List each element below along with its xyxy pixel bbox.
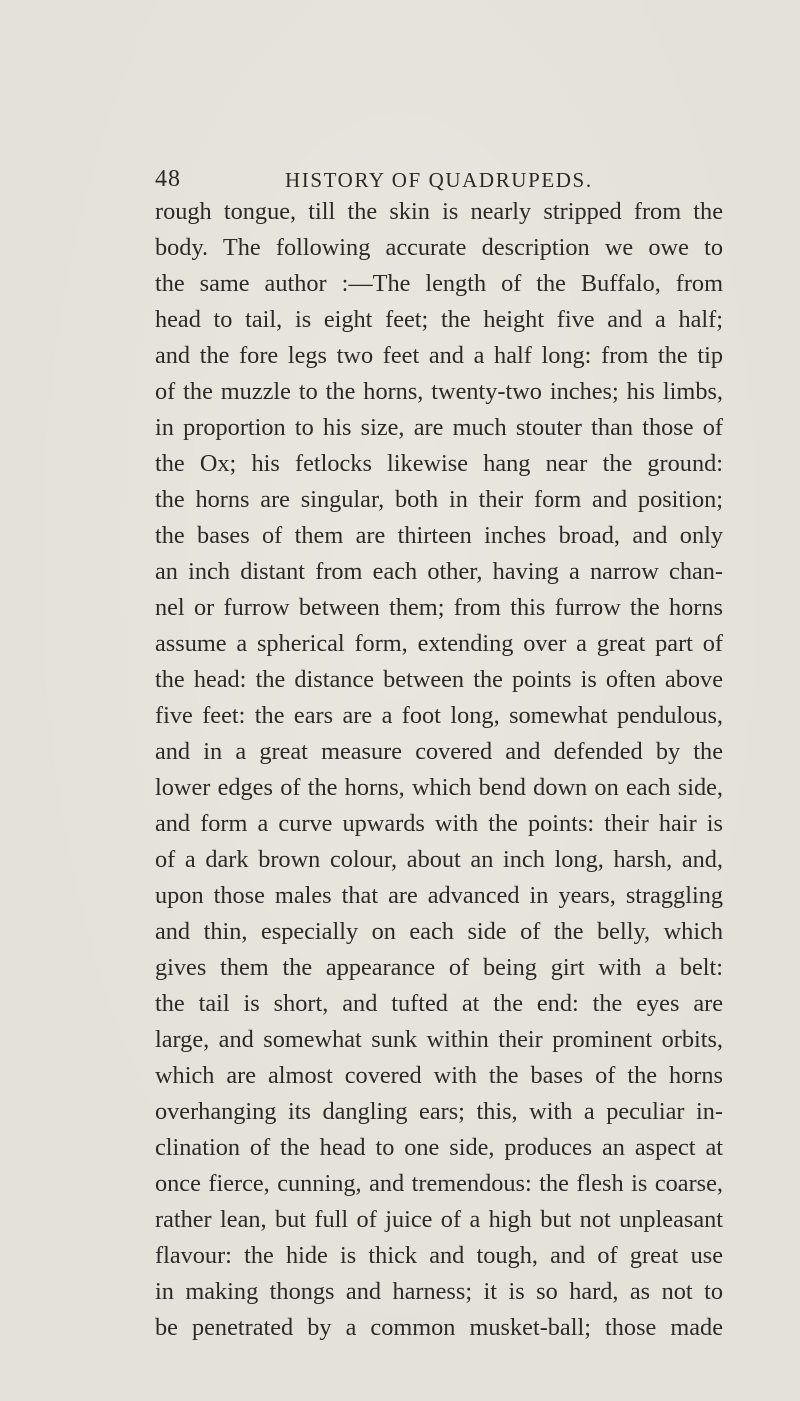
- text-line: and in a great measure covered and defended by the: [155, 738, 723, 765]
- text-line: flavour: the hide is thick and tough, and of great use: [155, 1242, 723, 1269]
- text-line: clination of the head to one side, produces an aspect at: [155, 1134, 723, 1161]
- text-line: which are almost covered with the bases of the horns: [155, 1062, 723, 1089]
- text-line: nel or furrow between them; from this furrow the horns: [155, 594, 723, 621]
- text-line: rough tongue, till the skin is nearly stripped from the: [155, 198, 723, 225]
- text-line: of a dark brown colour, about an inch long, harsh, and,: [155, 846, 723, 873]
- text-line: head to tail, is eight feet; the height five and a half;: [155, 306, 723, 333]
- text-line: large, and somewhat sunk within their prominent orbits,: [155, 1026, 723, 1053]
- text-line: rather lean, but full of juice of a high but not unpleasant: [155, 1206, 723, 1233]
- text-line: assume a spherical form, extending over a great part of: [155, 630, 723, 657]
- text-line: of the muzzle to the horns, twenty-two inches; his limbs,: [155, 378, 723, 405]
- text-line: in proportion to his size, are much stouter than those of: [155, 414, 723, 441]
- text-line: in making thongs and harness; it is so hard, as not to: [155, 1278, 723, 1305]
- text-line: and the fore legs two feet and a half long: from the tip: [155, 342, 723, 369]
- text-line: an inch distant from each other, having a narrow chan-: [155, 558, 723, 585]
- text-line: upon those males that are advanced in years, straggling: [155, 882, 723, 909]
- text-line: overhanging its dangling ears; this, with a peculiar in-: [155, 1098, 723, 1125]
- text-line: five feet: the ears are a foot long, somewhat pendulous,: [155, 702, 723, 729]
- text-line: lower edges of the horns, which bend down on each side,: [155, 774, 723, 801]
- text-line: be penetrated by a common musket-ball; those made: [155, 1314, 723, 1341]
- text-line: the horns are singular, both in their form and position;: [155, 486, 723, 513]
- text-line: once fierce, cunning, and tremendous: the flesh is coarse,: [155, 1170, 723, 1197]
- text-line: the tail is short, and tufted at the end: the eyes are: [155, 990, 723, 1017]
- text-line: gives them the appearance of being girt with a belt:: [155, 954, 723, 981]
- text-line: the bases of them are thirteen inches broad, and only: [155, 522, 723, 549]
- text-line: the same author :—The length of the Buffalo, from: [155, 270, 723, 297]
- page-number: 48: [155, 166, 181, 192]
- text-line: body. The following accurate description we owe to: [155, 234, 723, 261]
- text-line: and form a curve upwards with the points: their hair is: [155, 810, 723, 837]
- running-title: HISTORY OF QUADRUPEDS.: [285, 168, 593, 192]
- text-line: and thin, especially on each side of the belly, which: [155, 918, 723, 945]
- text-line: the head: the distance between the points is often above: [155, 666, 723, 693]
- text-line: the Ox; his fetlocks likewise hang near the ground:: [155, 450, 723, 477]
